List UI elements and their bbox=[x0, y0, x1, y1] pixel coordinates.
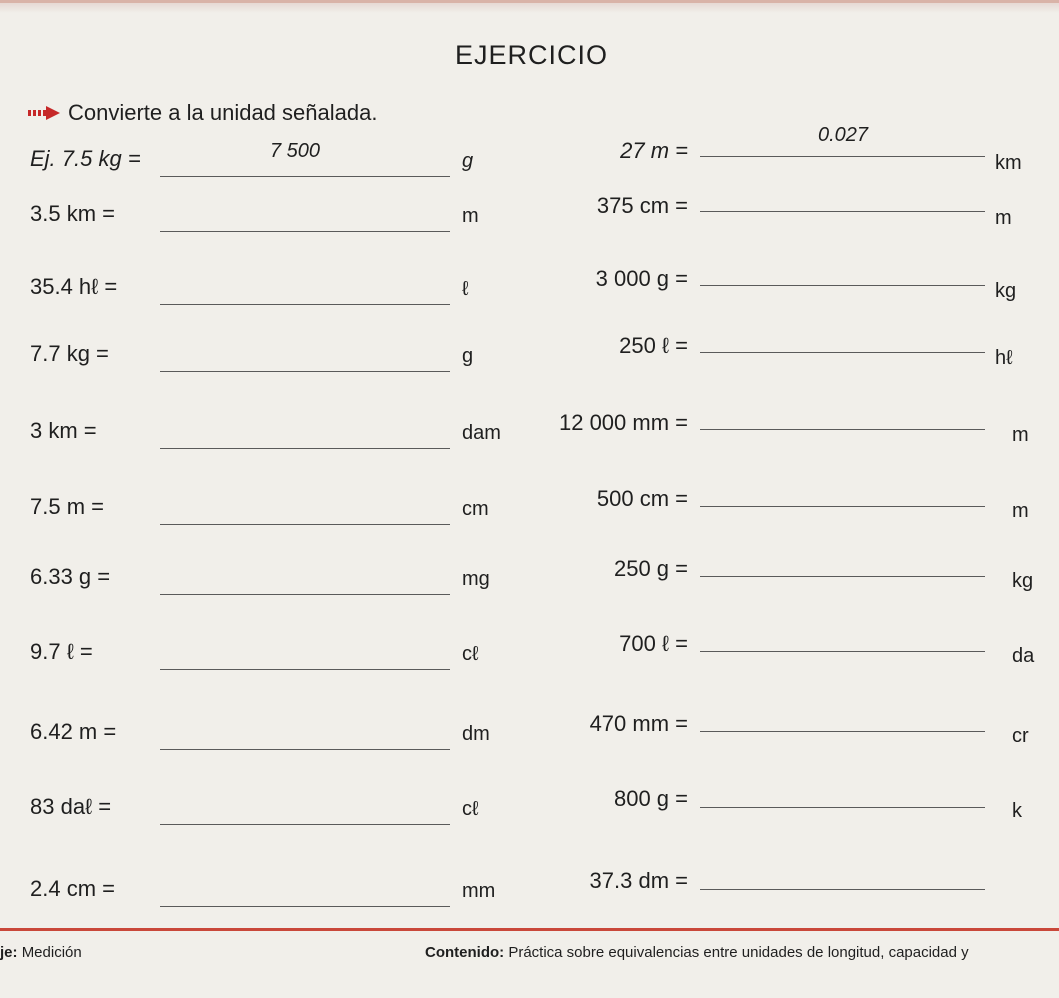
left-target-unit: cℓ bbox=[462, 798, 479, 820]
footer-topic-value: Medición bbox=[21, 944, 82, 961]
right-answer-blank[interactable] bbox=[700, 506, 985, 507]
left-target-unit: dm bbox=[462, 723, 490, 745]
left-answer-blank[interactable] bbox=[160, 524, 450, 525]
left-expression: 7.7 kg = bbox=[30, 341, 109, 366]
right-expression: 3 000 g = bbox=[595, 266, 688, 291]
left-target-unit: g bbox=[462, 150, 474, 172]
footer-content-value: Práctica sobre equivalencias entre unidades de longitud, capacidad y bbox=[508, 944, 969, 961]
right-expression: 250 ℓ = bbox=[619, 333, 688, 358]
right-expression: 27 m = bbox=[620, 138, 688, 163]
right-expression: 250 g = bbox=[613, 556, 688, 581]
left-expression: 6.33 g = bbox=[30, 564, 111, 589]
top-band bbox=[0, 0, 1059, 13]
right-target-unit: da bbox=[1012, 645, 1035, 667]
right-target-unit: cr bbox=[1012, 725, 1029, 747]
page-title: EJERCICIO bbox=[455, 40, 609, 70]
left-answer-blank[interactable] bbox=[160, 906, 450, 907]
right-expression: 375 cm = bbox=[596, 193, 688, 218]
right-target-unit: kg bbox=[995, 280, 1017, 302]
right-answer-blank[interactable] bbox=[700, 211, 985, 212]
right-answer-blank[interactable] bbox=[700, 576, 985, 577]
left-answer-blank[interactable] bbox=[160, 448, 450, 449]
footer-topic bbox=[0, 944, 82, 961]
left-answer-blank[interactable] bbox=[160, 824, 450, 825]
footer-content-label: Contenido: bbox=[425, 944, 505, 961]
left-target-unit: ℓ bbox=[462, 278, 469, 300]
left-target-unit: m bbox=[462, 205, 479, 227]
left-target-unit: cℓ bbox=[462, 643, 479, 665]
left-target-unit: g bbox=[462, 345, 474, 367]
left-target-unit: mg bbox=[462, 568, 490, 590]
right-target-unit: m bbox=[1012, 500, 1029, 522]
left-expression: 2.4 cm = bbox=[30, 876, 115, 901]
left-answer-blank[interactable] bbox=[160, 594, 450, 595]
left-target-unit: dam bbox=[462, 422, 501, 444]
footer-topic-label: je: bbox=[0, 944, 18, 961]
right-expression: 500 cm = bbox=[596, 486, 688, 511]
right-expression: 470 mm = bbox=[589, 711, 688, 736]
left-expression: 9.7 ℓ = bbox=[30, 639, 93, 664]
arrow-icon bbox=[28, 106, 62, 120]
left-expression: 35.4 hℓ = bbox=[30, 274, 118, 299]
left-expression: Ej. 7.5 kg = bbox=[30, 146, 141, 171]
left-expression: 83 daℓ = bbox=[30, 794, 112, 819]
right-target-unit: k bbox=[1012, 800, 1022, 822]
right-answer-blank[interactable] bbox=[700, 731, 985, 732]
right-target-unit: hℓ bbox=[995, 347, 1013, 369]
left-expression: 3.5 km = bbox=[30, 201, 115, 226]
right-target-unit: km bbox=[995, 152, 1022, 174]
left-expression: 3 km = bbox=[30, 418, 97, 443]
right-expression: 700 ℓ = bbox=[619, 631, 688, 656]
left-answer: 7 500 bbox=[270, 140, 321, 162]
left-answer-blank[interactable] bbox=[160, 371, 450, 372]
left-answer-blank[interactable] bbox=[160, 669, 450, 670]
right-answer-blank[interactable] bbox=[700, 285, 985, 286]
right-answer-blank[interactable] bbox=[700, 429, 985, 430]
instruction-text: Convierte a la unidad señalada. bbox=[68, 100, 378, 125]
left-target-unit: mm bbox=[462, 880, 496, 902]
right-answer: 0.027 bbox=[818, 124, 869, 146]
left-answer-blank[interactable] bbox=[160, 231, 450, 232]
right-answer-blank[interactable] bbox=[700, 352, 985, 353]
right-expression: 37.3 dm = bbox=[589, 868, 688, 893]
footer-content bbox=[425, 944, 969, 961]
right-answer-blank[interactable] bbox=[700, 651, 985, 652]
right-target-unit: m bbox=[995, 207, 1012, 229]
right-expression: 12 000 mm = bbox=[558, 410, 688, 435]
right-target-unit: m bbox=[1012, 424, 1029, 446]
left-answer-blank[interactable] bbox=[160, 304, 450, 305]
right-answer-blank[interactable] bbox=[700, 807, 985, 808]
right-expression: 800 g = bbox=[613, 786, 688, 811]
left-expression: 6.42 m = bbox=[30, 719, 117, 744]
footer-divider bbox=[0, 928, 1059, 931]
instruction bbox=[28, 100, 377, 126]
right-target-unit: kg bbox=[1012, 570, 1034, 592]
left-answer-blank[interactable] bbox=[160, 749, 450, 750]
right-answer-blank[interactable] bbox=[700, 889, 985, 890]
left-expression: 7.5 m = bbox=[30, 494, 104, 519]
right-answer-blank[interactable] bbox=[700, 156, 985, 157]
left-answer-blank[interactable] bbox=[160, 176, 450, 177]
left-target-unit: cm bbox=[462, 498, 489, 520]
